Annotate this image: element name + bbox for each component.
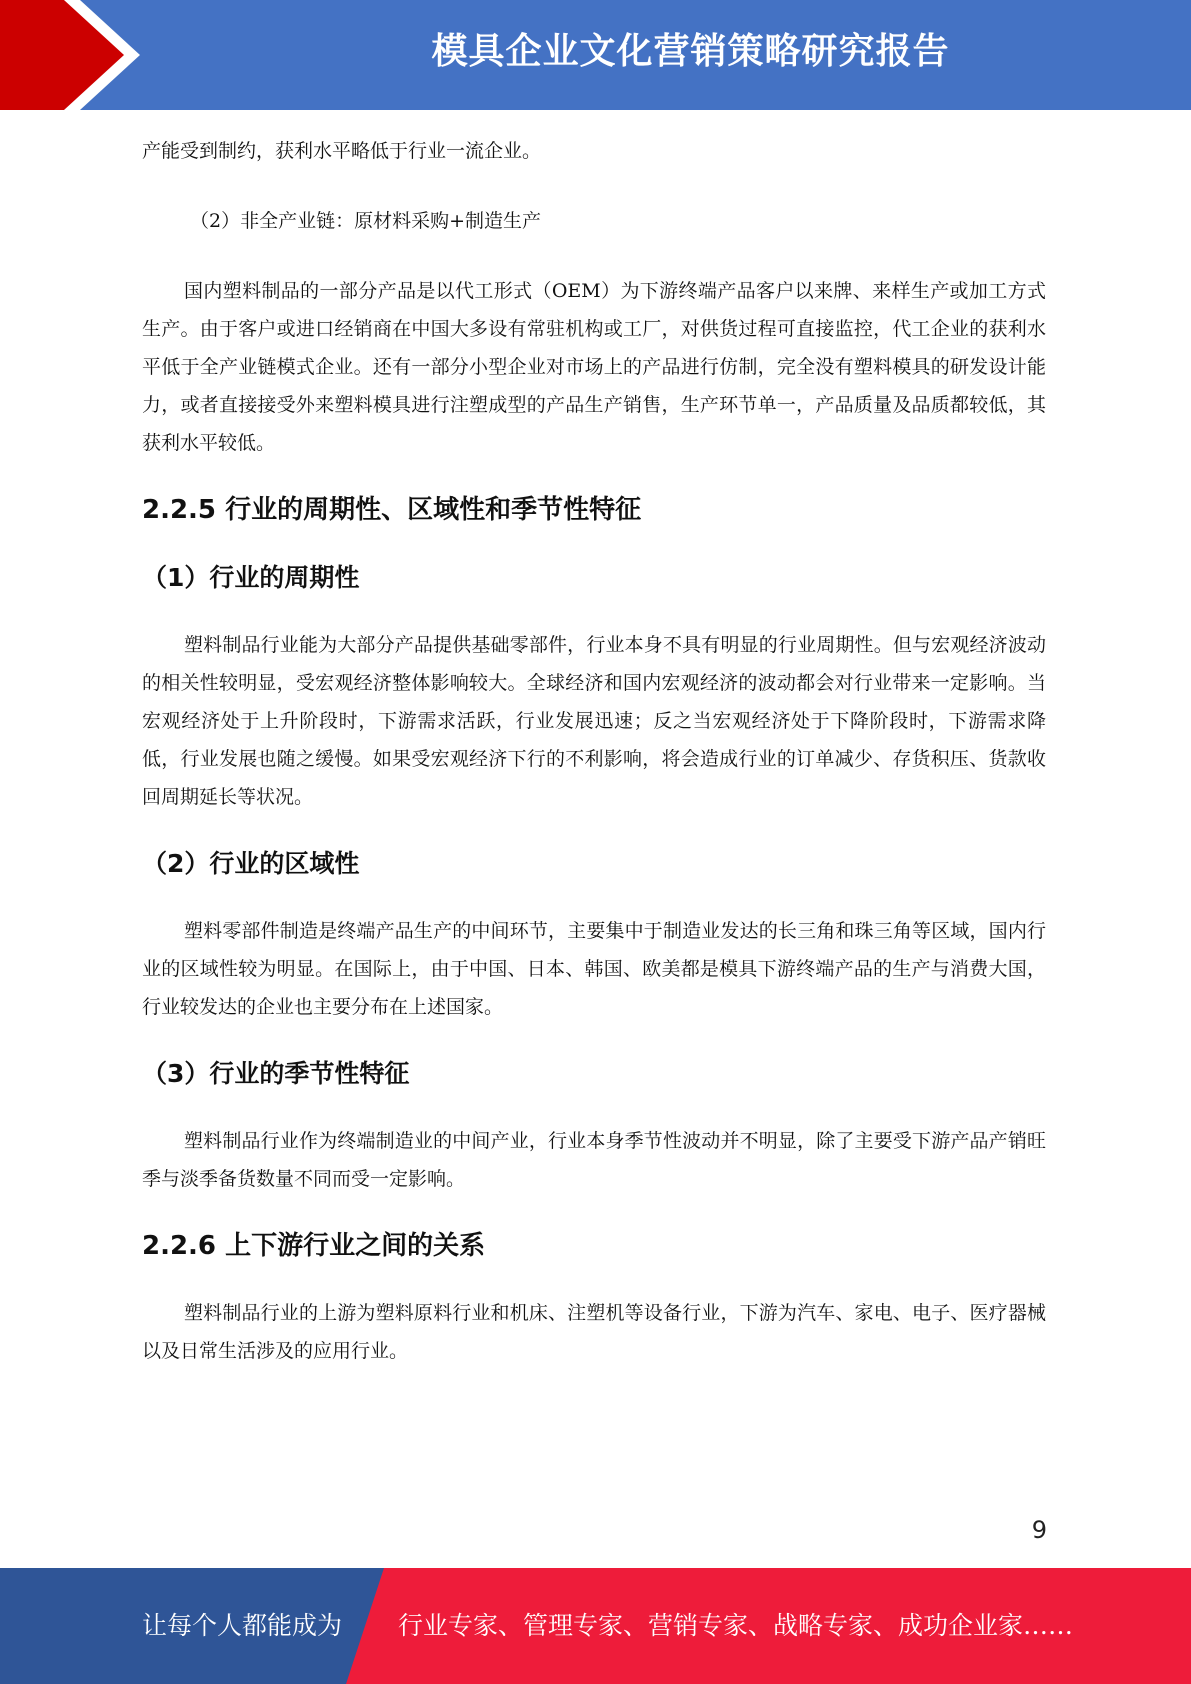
paragraph-cyclicality: 塑料制品行业能为大部分产品提供基础零部件，行业本身不具有明显的行业周期性。但与宏观经济波动的相关性较明显，受宏观经济整体影响较大。全球经济和国内宏观经济的波动都会对行业带来一定影响。当宏观经济处于上升阶段时，下游需求活跃，行业发展迅速；反之当宏观经济处于下降阶段时，下游需求降低，行业发展也随之缓慢。如果受宏观经济下行的不利影响，将会造成行业的订单减少、存货积压、货款收回周期延长等状况。 [142,634,1046,808]
page-content [142,132,1046,1370]
footer-slogan-left: 让每个人都能成为 [142,1611,343,1640]
subsection-heading-regionality: （2）行业的区域性 [142,849,360,878]
section-heading-2-2-6: 2.2.6 上下游行业之间的关系 [142,1231,486,1261]
subsection-heading-cyclicality: （1）行业的周期性 [142,563,360,592]
paragraph-seasonality: 塑料制品行业作为终端制造业的中间产业，行业本身季节性波动并不明显，除了主要受下游产品产销旺季与淡季备货数量不同而受一定影响。 [142,1130,1046,1190]
subsection-heading-seasonality: （3）行业的季节性特征 [142,1059,410,1088]
header-arrow-decoration [0,0,160,110]
page-header [0,0,1191,110]
footer-slogan-right: 行业专家、管理专家、营销专家、战略专家、成功企业家…… [398,1611,1074,1640]
paragraph-upstream-downstream: 塑料制品行业的上游为塑料原料行业和机床、注塑机等设备行业，下游为汽车、家电、电子、医疗器械以及日常生活涉及的应用行业。 [142,1302,1046,1362]
subheading-non-full-chain: （2）非全产业链：原材料采购+制造生产 [190,210,542,232]
paragraph-regionality: 塑料零部件制造是终端产品生产的中间环节，主要集中于制造业发达的长三角和珠三角等区域，国内行业的区域性较为明显。在国际上，由于中国、日本、韩国、欧美都是模具下游终端产品的生产与消费大国，行业较发达的企业也主要分布在上述国家。 [142,920,1046,1018]
section-heading-2-2-5: 2.2.5 行业的周期性、区域性和季节性特征 [142,495,642,525]
page-number: 9 [1031,1516,1047,1544]
report-title: 模具企业文化营销策略研究报告 [431,31,950,72]
page-footer [0,1568,1191,1684]
paragraph-intro: 产能受到制约，获利水平略低于行业一流企业。 [142,140,542,162]
paragraph-oem: 国内塑料制品的一部分产品是以代工形式（OEM）为下游终端产品客户以来牌、来样生产或加工方式生产。由于客户或进口经销商在中国大多设有常驻机构或工厂，对供货过程可直接监控，代工企业的获利水平低于全产业链模式企业。还有一部分小型企业对市场上的产品进行仿制，完全没有塑料模具的研发设计能力，或者直接接受外来塑料模具进行注塑成型的产品生产销售，生产环节单一，产品质量及品质都较低，其获利水平较低。 [142,280,1046,454]
